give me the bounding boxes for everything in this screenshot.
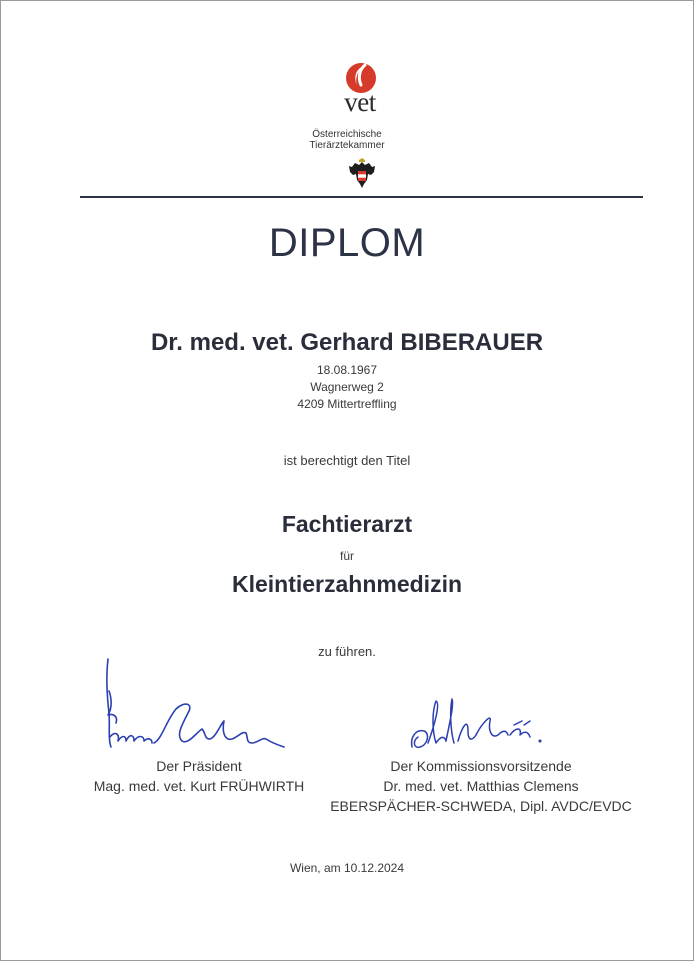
holder-name: Dr. med. vet. Gerhard BIBERAUER: [150, 329, 544, 356]
org-name-line2: Tierärztekammer: [309, 140, 385, 151]
holder-birth-date: 18.08.1967: [316, 363, 378, 377]
president-signature-icon: [96, 651, 291, 761]
chair-signatory: [311, 756, 651, 816]
coat-of-arms-icon: [346, 158, 378, 192]
president-name: Mag. med. vet. Kurt FRÜHWIRTH: [93, 778, 305, 794]
entitlement-statement: ist berechtigt den Titel: [283, 453, 411, 468]
chair-name-line1: Dr. med. vet. Matthias Clemens: [383, 778, 579, 794]
logo-wordmark: vet: [344, 87, 376, 117]
closing-phrase: zu führen.: [318, 644, 376, 659]
specialty-name: Kleintierzahnmedizin: [231, 571, 463, 597]
awarded-title: Fachtierarzt: [281, 511, 413, 537]
chair-name-line2: EBERSPÄCHER-SCHWEDA, Dipl. AVDC/EVDC: [330, 798, 632, 814]
president-signatory: [79, 756, 319, 796]
place-and-date: Wien, am 10.12.2024: [289, 861, 405, 875]
header-divider: [80, 196, 643, 198]
document-title: DIPLOM: [268, 221, 426, 265]
chair-role: Der Kommissionsvorsitzende: [390, 758, 572, 774]
title-preposition: für: [339, 549, 354, 563]
holder-city: 4209 Mittertreffling: [297, 397, 397, 411]
president-role: Der Präsident: [156, 758, 242, 774]
holder-street: Wagnerweg 2: [310, 380, 384, 394]
chair-signature-icon: [406, 691, 556, 751]
org-name-line1: Österreichische: [312, 129, 382, 140]
